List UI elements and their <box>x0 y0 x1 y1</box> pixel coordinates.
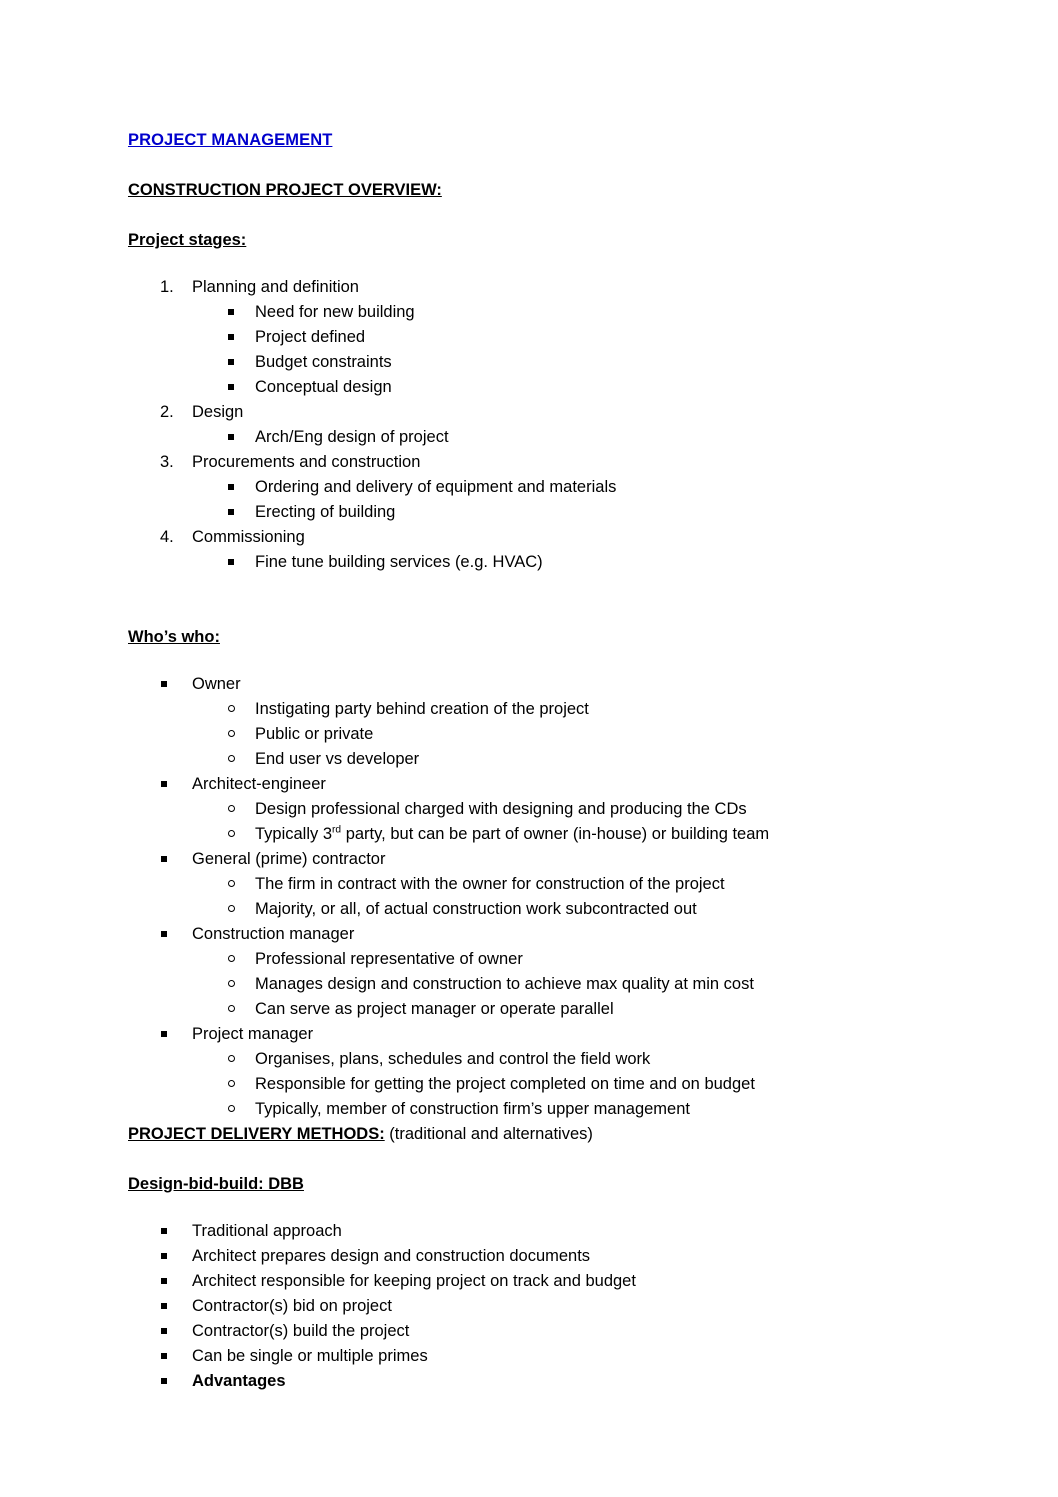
list-item-label: Fine tune building services (e.g. HVAC) <box>255 553 543 571</box>
project-stages-sublist-2 <box>227 425 930 450</box>
list-item-label: Contractor(s) build the project <box>192 1322 410 1340</box>
dbb-points-list <box>160 1219 930 1394</box>
list-item <box>160 772 930 797</box>
whos-who-sublist-architect-engineer <box>227 797 930 847</box>
square-bullet-icon <box>227 375 255 400</box>
list-item-label: Architect prepares design and construction documents <box>192 1247 591 1265</box>
list-item-label: Ordering and delivery of equipment and materials <box>255 478 617 496</box>
document-body <box>128 128 930 1394</box>
list-item <box>227 797 930 822</box>
square-bullet-icon <box>160 1244 192 1269</box>
square-bullet-icon <box>160 1022 192 1047</box>
square-bullet-icon <box>160 772 192 797</box>
circle-bullet-icon <box>227 747 255 772</box>
whos-who-list <box>160 772 930 797</box>
list-item <box>160 1344 930 1369</box>
spacer <box>128 575 930 625</box>
list-item <box>160 1219 930 1244</box>
list-item <box>227 550 930 575</box>
circle-bullet-icon <box>227 722 255 747</box>
spacer <box>128 253 930 275</box>
circle-bullet-icon <box>227 822 255 847</box>
list-item-label: Construction manager <box>192 925 355 943</box>
circle-bullet-icon <box>227 1047 255 1072</box>
list-item <box>160 525 930 550</box>
list-item-label: Design professional charged with designing and producing the CDs <box>255 800 747 818</box>
list-item <box>160 672 930 697</box>
sup-suffix: party, but can be part of owner (in-house) or building team <box>341 825 770 843</box>
spacer <box>128 153 930 178</box>
list-item <box>227 425 930 450</box>
heading-overview-text: CONSTRUCTION PROJECT OVERVIEW: <box>128 181 442 199</box>
project-stages-list <box>160 525 930 550</box>
heading-project-delivery-methods <box>128 1122 930 1147</box>
list-item <box>227 350 930 375</box>
list-item-label: Traditional approach <box>192 1222 342 1240</box>
whos-who-sublist-general-contractor <box>227 872 930 922</box>
page-title[interactable]: PROJECT MANAGEMENT <box>128 131 333 149</box>
square-bullet-icon <box>227 325 255 350</box>
square-bullet-icon <box>160 1369 192 1394</box>
heading-delivery-methods-bold: PROJECT DELIVERY METHODS: <box>128 1125 385 1143</box>
heading-project-stages <box>128 228 930 253</box>
list-item-label: Public or private <box>255 725 374 743</box>
square-bullet-icon <box>160 1219 192 1244</box>
project-stages-sublist-1 <box>227 300 930 400</box>
list-item-label: Organises, plans, schedules and control the field work <box>255 1050 651 1068</box>
project-stages-sublist-3 <box>227 475 930 525</box>
list-item-label: Need for new building <box>255 303 415 321</box>
list-item-label: The firm in contract with the owner for construction of the project <box>255 875 725 893</box>
list-item-label: End user vs developer <box>255 750 420 768</box>
list-item-label: Project manager <box>192 1025 314 1043</box>
list-item-label: Conceptual design <box>255 378 392 396</box>
project-stages-list <box>160 450 930 475</box>
whos-who-sublist-project-manager <box>227 1047 930 1122</box>
list-item <box>227 722 930 747</box>
heading-design-bid-build <box>128 1172 930 1197</box>
list-item-label-advantages: Advantages <box>192 1372 286 1390</box>
list-item <box>227 747 930 772</box>
square-bullet-icon <box>227 300 255 325</box>
list-item-label: Can be single or multiple primes <box>192 1347 428 1365</box>
circle-bullet-icon <box>227 1072 255 1097</box>
whos-who-sublist-owner <box>227 697 930 772</box>
square-bullet-icon <box>227 500 255 525</box>
circle-bullet-icon <box>227 872 255 897</box>
list-item <box>160 450 930 475</box>
square-bullet-icon <box>160 922 192 947</box>
spacer <box>128 203 930 228</box>
list-item-label: Responsible for getting the project completed on time and on budget <box>255 1075 755 1093</box>
whos-who-list <box>160 922 930 947</box>
square-bullet-icon <box>160 672 192 697</box>
circle-bullet-icon <box>227 997 255 1022</box>
list-item <box>227 947 930 972</box>
circle-bullet-icon <box>227 697 255 722</box>
circle-bullet-icon <box>227 897 255 922</box>
square-bullet-icon <box>160 1294 192 1319</box>
heading-design-bid-build-text: Design-bid-build: DBB <box>128 1175 304 1193</box>
square-bullet-icon <box>160 1319 192 1344</box>
list-item <box>227 475 930 500</box>
heading-delivery-methods-plain: (traditional and alternatives) <box>384 1125 593 1143</box>
square-bullet-icon <box>160 1269 192 1294</box>
sup-prefix: Typically 3 <box>255 825 333 843</box>
list-number: 1. <box>160 278 174 296</box>
list-item <box>227 897 930 922</box>
list-item <box>160 922 930 947</box>
list-item-label: Budget constraints <box>255 353 392 371</box>
project-stages-list <box>160 275 930 300</box>
heading-whos-who-text: Who’s who: <box>128 628 220 646</box>
circle-bullet-icon <box>227 1097 255 1122</box>
list-item <box>227 697 930 722</box>
square-bullet-icon <box>227 425 255 450</box>
list-item-label: Instigating party behind creation of the project <box>255 700 589 718</box>
list-item-label: Design <box>192 403 244 421</box>
spacer <box>128 1147 930 1172</box>
spacer <box>128 1197 930 1219</box>
list-item-label: Architect responsible for keeping project on track and budget <box>192 1272 636 1290</box>
list-item <box>227 1072 930 1097</box>
list-item-label: Majority, or all, of actual construction work subcontracted out <box>255 900 697 918</box>
list-item <box>227 1047 930 1072</box>
square-bullet-icon <box>227 475 255 500</box>
list-item <box>160 847 930 872</box>
whos-who-sublist-construction-manager <box>227 947 930 1022</box>
list-item <box>160 400 930 425</box>
spacer <box>128 650 930 672</box>
list-item <box>160 1369 930 1394</box>
whos-who-list <box>160 672 930 697</box>
list-item <box>160 1244 930 1269</box>
list-item-label-superscript <box>255 822 930 847</box>
list-item <box>160 275 930 300</box>
list-item <box>227 822 930 847</box>
heading-project-stages-text: Project stages: <box>128 231 247 249</box>
list-number: 4. <box>160 528 174 546</box>
heading-construction-project-overview <box>128 178 930 203</box>
list-item-label: Typically, member of construction firm’s upper management <box>255 1100 690 1118</box>
list-item <box>227 972 930 997</box>
list-item-label: Owner <box>192 675 241 693</box>
list-item-label: Planning and definition <box>192 278 359 296</box>
list-item <box>160 1319 930 1344</box>
circle-bullet-icon <box>227 797 255 822</box>
list-item <box>227 325 930 350</box>
circle-bullet-icon <box>227 972 255 997</box>
list-item-label: Contractor(s) bid on project <box>192 1297 392 1315</box>
list-item <box>160 1022 930 1047</box>
square-bullet-icon <box>160 1344 192 1369</box>
sup-ordinal: rd <box>332 824 342 836</box>
list-item <box>227 997 930 1022</box>
list-item-label: Arch/Eng design of project <box>255 428 449 446</box>
list-item <box>227 375 930 400</box>
list-item <box>227 500 930 525</box>
list-item-label: Procurements and construction <box>192 453 421 471</box>
whos-who-list <box>160 847 930 872</box>
list-number: 2. <box>160 403 174 421</box>
list-number: 3. <box>160 453 174 471</box>
list-item <box>227 300 930 325</box>
list-item <box>227 872 930 897</box>
square-bullet-icon <box>227 550 255 575</box>
circle-bullet-icon <box>227 947 255 972</box>
project-stages-sublist-4 <box>227 550 930 575</box>
list-item-label: Architect-engineer <box>192 775 326 793</box>
list-item <box>227 1097 930 1122</box>
list-item <box>160 1269 930 1294</box>
list-item <box>160 1294 930 1319</box>
list-item-label: General (prime) contractor <box>192 850 386 868</box>
list-item-label: Project defined <box>255 328 366 346</box>
list-item-label: Can serve as project manager or operate parallel <box>255 1000 614 1018</box>
list-item-label: Professional representative of owner <box>255 950 523 968</box>
square-bullet-icon <box>160 847 192 872</box>
square-bullet-icon <box>227 350 255 375</box>
list-item-label: Erecting of building <box>255 503 396 521</box>
heading-whos-who <box>128 625 930 650</box>
list-item-label: Manages design and construction to achieve max quality at min cost <box>255 975 754 993</box>
project-stages-list <box>160 400 930 425</box>
whos-who-list <box>160 1022 930 1047</box>
list-item-label: Commissioning <box>192 528 305 546</box>
